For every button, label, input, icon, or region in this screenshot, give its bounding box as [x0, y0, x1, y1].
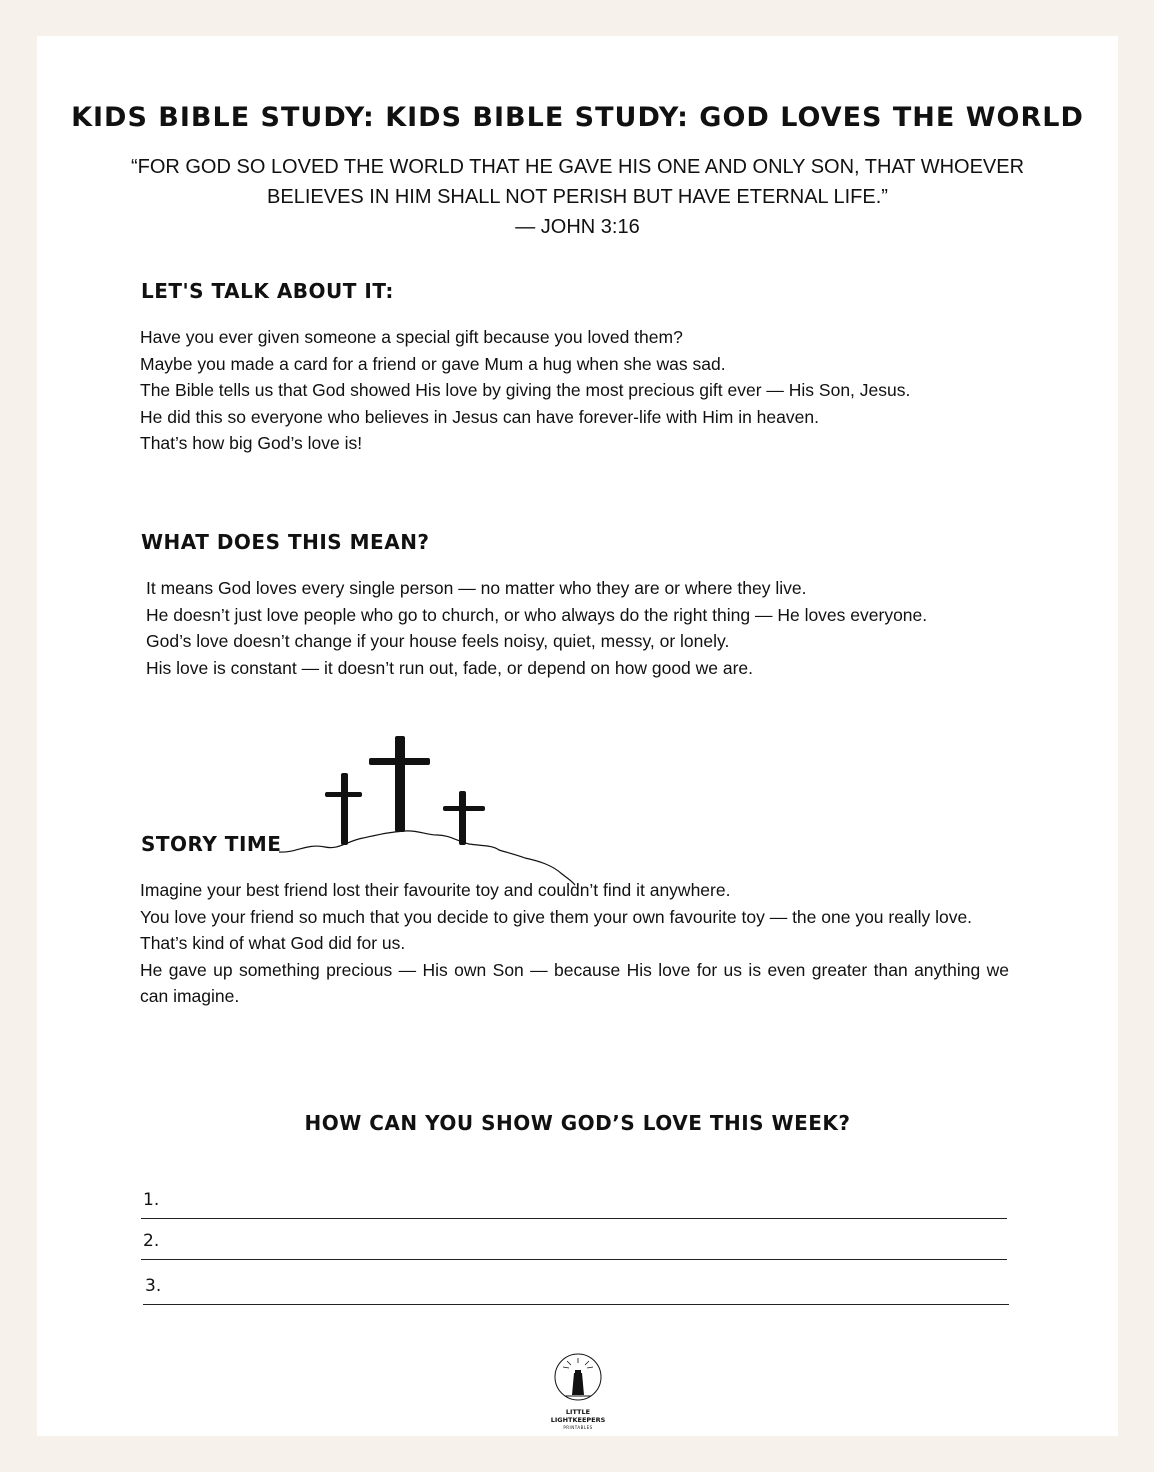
talk-line: Have you ever given someone a special gift because you loved them? — [140, 327, 683, 347]
brand-logo — [545, 1352, 611, 1432]
worksheet-page — [37, 36, 1118, 1436]
bible-verse — [77, 152, 1078, 242]
story-line: You love your friend so much that you decide to give them your own favourite toy — the one you really love. — [140, 906, 973, 927]
story-heading: STORY TIME — [141, 832, 282, 856]
talk-line: The Bible tells us that God showed His love by giving the most precious gift ever — His Son, Jesus. — [140, 380, 911, 400]
three-crosses-illustration — [277, 731, 577, 891]
meaning-line: God’s love doesn’t change if your house feels noisy, quiet, messy, or lonely. — [146, 631, 730, 651]
story-body — [140, 877, 1009, 1010]
meaning-line: He doesn’t just love people who go to church, or who always do the right thing — He loves everyone. — [146, 604, 928, 625]
answer-number: 2. — [143, 1231, 160, 1251]
talk-line: Maybe you made a card for a friend or gave Mum a hug when she was sad. — [140, 353, 726, 374]
answer-line-1[interactable] — [141, 1184, 1007, 1219]
talk-body — [140, 324, 1040, 457]
answer-line-3[interactable] — [143, 1270, 1009, 1305]
logo-line-1: LITTLE — [565, 1408, 591, 1416]
talk-line: That’s how big God’s love is! — [140, 433, 363, 453]
logo-line-2: LIGHTKEEPERS — [550, 1415, 606, 1424]
page-title: KIDS BIBLE STUDY: KIDS BIBLE STUDY: GOD LOVES THE WORLD — [71, 102, 1084, 133]
meaning-line: It means God loves every single person — no matter who they are or where they live. — [146, 578, 807, 598]
answer-number: 3. — [145, 1276, 162, 1296]
meaning-line: His love is constant — it doesn’t run out, fade, or depend on how good we are. — [146, 657, 754, 678]
show-heading: HOW CAN YOU SHOW GOD’S LOVE THIS WEEK? — [304, 1111, 851, 1135]
meaning-heading: WHAT DOES THIS MEAN? — [141, 530, 430, 554]
talk-heading: LET'S TALK ABOUT IT: — [141, 279, 394, 303]
story-line: He gave up something precious — His own Son — because His love for us is even greater than anything we can imagine. — [140, 959, 1009, 1006]
story-line: Imagine your best friend lost their favourite toy and couldn’t find it anywhere. — [140, 880, 731, 900]
story-line: That’s kind of what God did for us. — [140, 933, 406, 953]
verse-reference: — JOHN 3:16 — [515, 216, 640, 238]
answer-line-2[interactable] — [141, 1225, 1007, 1260]
verse-line-1: “FOR GOD SO LOVED THE WORLD THAT HE GAVE HIS ONE AND ONLY SON, THAT WHOEVER — [130, 156, 1025, 178]
logo-line-3: PRINTABLES — [563, 1425, 593, 1430]
verse-line-2: BELIEVES IN HIM SHALL NOT PERISH BUT HAVE ETERNAL LIFE.” — [267, 186, 888, 208]
answer-number: 1. — [143, 1190, 160, 1210]
lighthouse-icon — [553, 1352, 603, 1402]
meaning-body — [146, 575, 946, 681]
talk-line: He did this so everyone who believes in Jesus can have forever-life with Him in heaven. — [140, 406, 819, 427]
